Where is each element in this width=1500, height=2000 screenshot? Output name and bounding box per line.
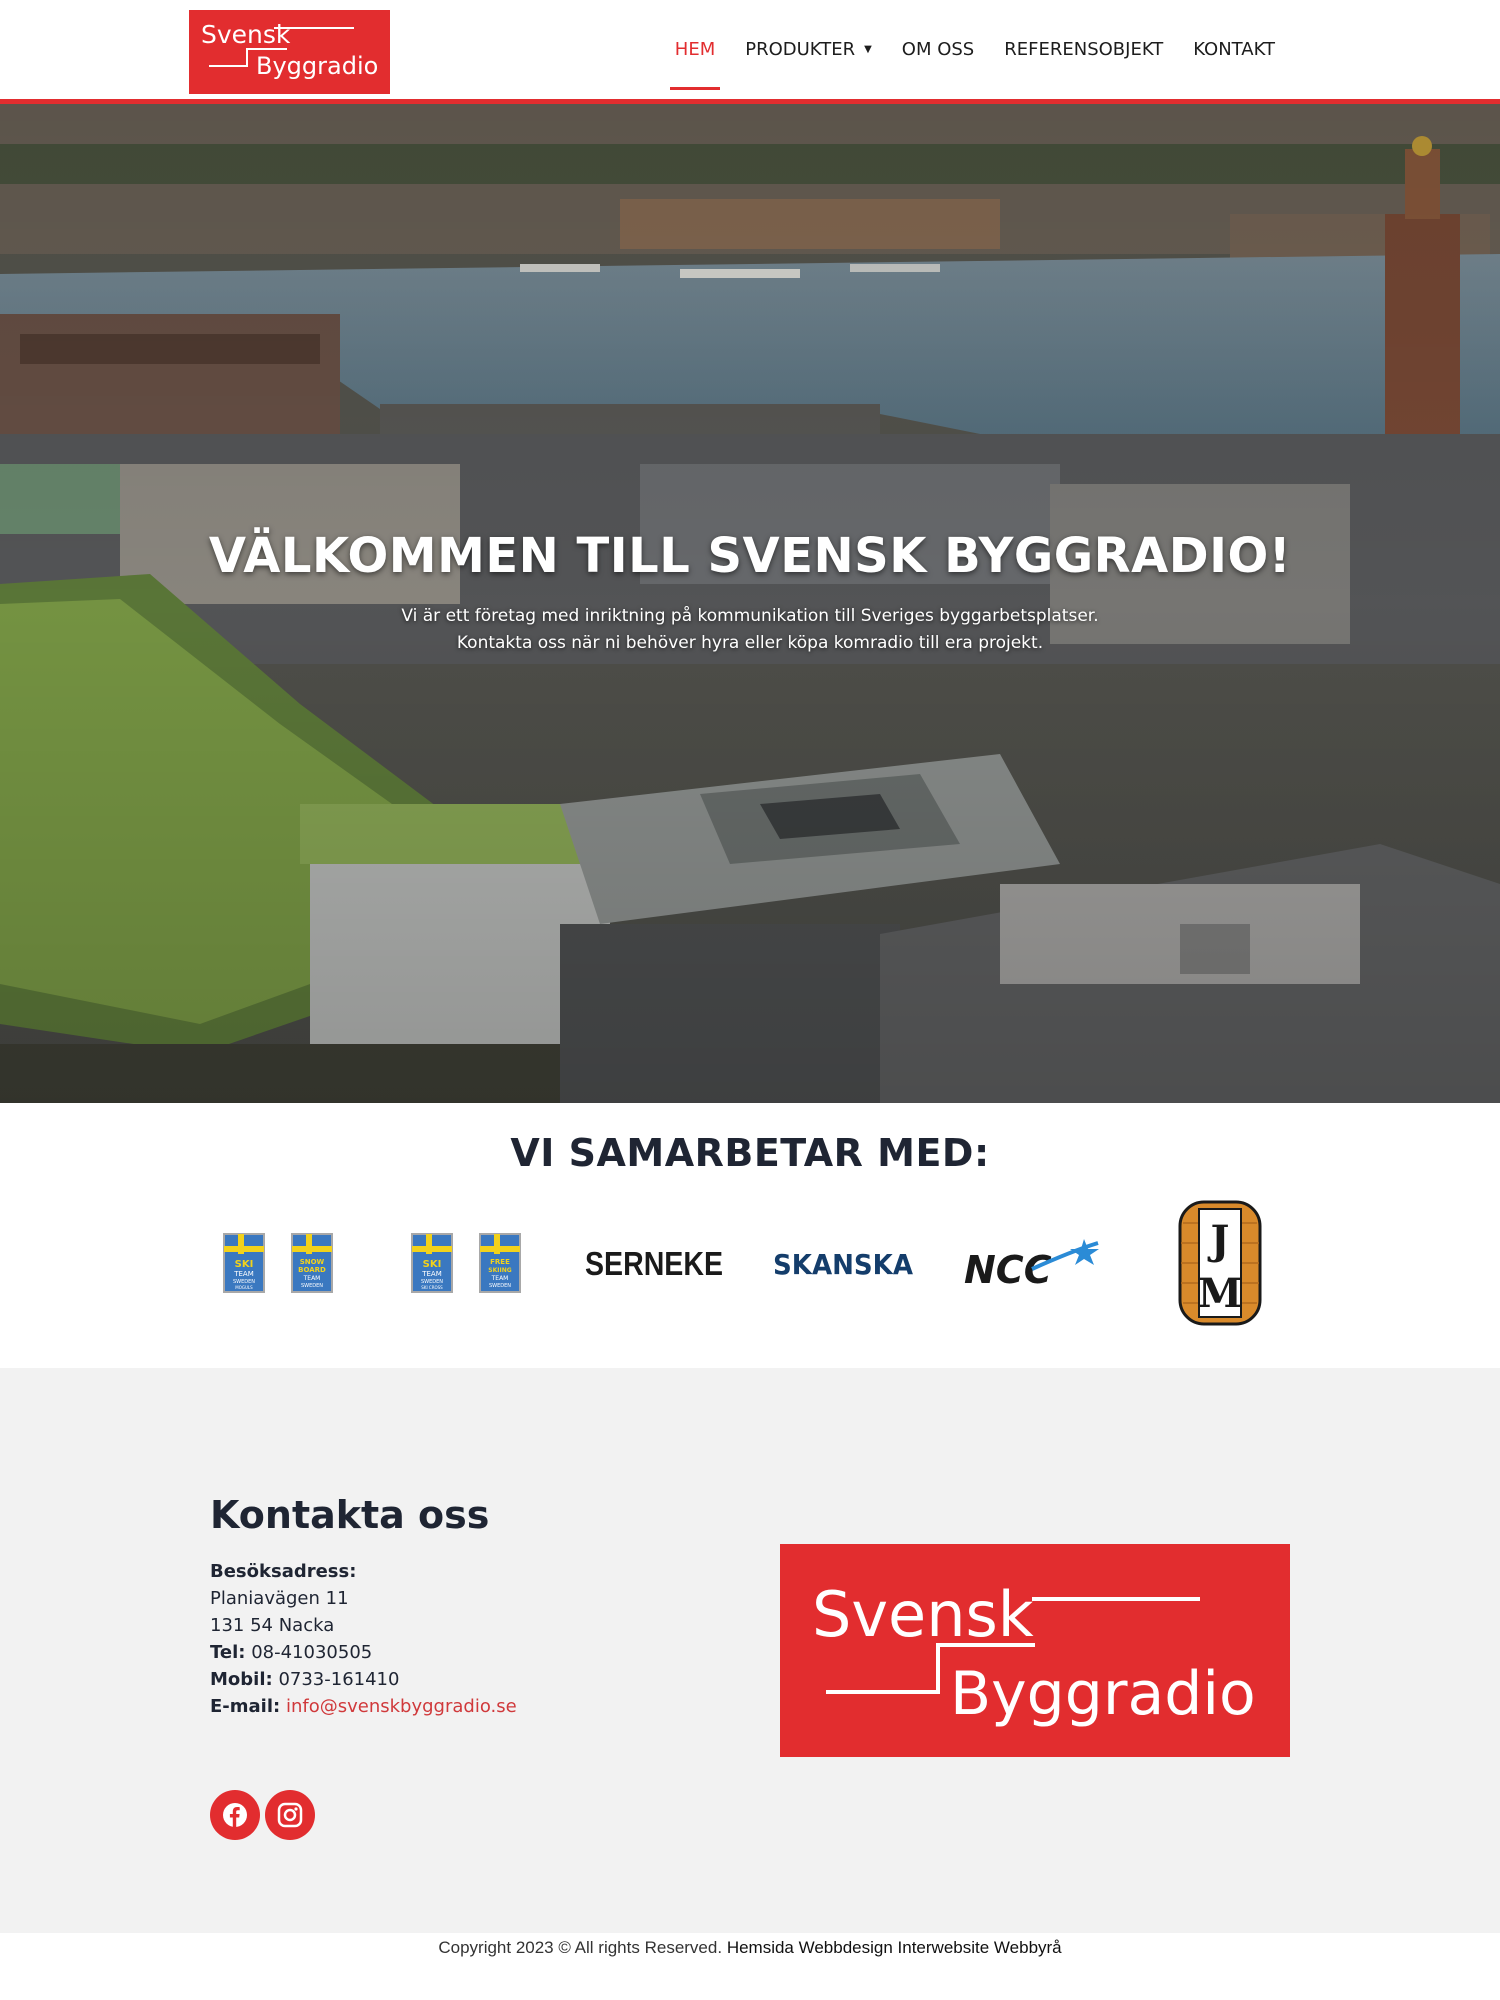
ski-badge-word2: TEAM (234, 1270, 254, 1278)
ncc-logo (962, 1233, 1102, 1293)
nav-kontakt-label: KONTAKT (1193, 39, 1275, 60)
ncc-wordmark: NCC (964, 1248, 1052, 1292)
logo-large-text-line1: Svensk (812, 1578, 1034, 1651)
nav-om-oss[interactable] (887, 0, 989, 99)
partner-logo-serneke (585, 1193, 725, 1333)
partner-logo-skanska (773, 1193, 913, 1333)
serneke-wordmark: SERNEKE (585, 1245, 723, 1282)
ski-cross-badge-word4: SKI CROSS (421, 1285, 443, 1290)
site-footer (0, 1933, 1500, 2000)
partners-title: VI SAMARBETAR MED: (510, 1131, 990, 1175)
logo-text-line2: Byggradio (256, 52, 379, 80)
footer-credit-link[interactable]: Hemsida Webbdesign Interwebsite Webbyrå (726, 1938, 1062, 1957)
snowboard-badge-word3: TEAM (303, 1275, 321, 1282)
address-street: Planiavägen 11 (210, 1588, 349, 1609)
ski-cross-badge-word3: SWEDEN (420, 1279, 444, 1285)
ski-cross-team-badge (412, 1234, 452, 1292)
logo-text-line1: Svensk (201, 20, 291, 49)
freeskiing-team-badges (410, 1232, 528, 1294)
site-logo[interactable] (189, 10, 390, 94)
hero-section (0, 104, 1500, 1103)
snowboard-badge-word4: SWEDEN (300, 1283, 324, 1289)
logo-graphic-large (780, 1544, 1290, 1757)
nav-referensobjekt-label: REFERENSOBJEKT (1004, 39, 1164, 60)
hero-title: VÄLKOMMEN TILL SVENSK BYGGRADIO! (208, 528, 1292, 584)
snowboard-badge-word2: BOARD (298, 1266, 326, 1274)
freeskiing-badge-word4: SWEDEN (488, 1283, 512, 1289)
ski-team-badge (224, 1234, 264, 1292)
instagram-button[interactable] (265, 1790, 315, 1840)
contact-details (210, 1558, 517, 1720)
ski-team-badges (222, 1232, 340, 1294)
nav-produkter-label: PRODUKTER (745, 39, 856, 60)
caret-down-icon: ▼ (864, 44, 872, 55)
nav-hem[interactable] (660, 0, 730, 99)
hero-city-image (0, 104, 1500, 1103)
site-header (0, 0, 1500, 104)
hero-subtitle-line2: Kontakta oss när ni behöver hyra eller köpa komradio till era projekt. (456, 633, 1044, 653)
facebook-button[interactable] (210, 1790, 260, 1840)
jm-logo (1177, 1199, 1263, 1327)
jm-letter-j: J (1210, 1217, 1230, 1264)
ski-badge-word3: SWEDEN (232, 1279, 256, 1285)
nav-kontakt[interactable] (1178, 0, 1290, 99)
tel-label: Tel: (210, 1642, 246, 1663)
ski-cross-badge-word1: SKI (422, 1259, 442, 1270)
partners-section (0, 1103, 1500, 1368)
email-link[interactable]: info@svenskbyggradio.se (285, 1696, 517, 1717)
ski-badge-word1: SKI (234, 1259, 254, 1270)
contact-logo (780, 1544, 1290, 1757)
nav-hem-label: HEM (674, 39, 716, 60)
partner-logo-ncc (962, 1193, 1102, 1333)
freeskiing-badge-word3: TEAM (491, 1275, 509, 1282)
mobile-value[interactable]: 0733-161410 (278, 1669, 400, 1690)
facebook-icon (222, 1802, 248, 1828)
jm-letter-m: M (1197, 1270, 1243, 1317)
instagram-icon (277, 1802, 303, 1828)
copyright-text: Copyright 2023 © All rights Reserved. (438, 1938, 723, 1957)
hero-subtitle-line1: Vi är ett företag med inriktning på kommunikation till Sveriges byggarbetsplatser. (401, 606, 1099, 626)
tel-value[interactable]: 08-41030505 (251, 1642, 373, 1663)
logo-large-text-line2: Byggradio (950, 1659, 1256, 1729)
nav-referensobjekt[interactable] (989, 0, 1178, 99)
nav-produkter[interactable] (730, 0, 887, 99)
freeskiing-team-badge (480, 1234, 520, 1292)
snowboard-badge-word1: SNOW (299, 1258, 325, 1266)
mobile-label: Mobil: (210, 1669, 273, 1690)
main-nav (660, 0, 1290, 99)
ski-badge-word4: MOGULS (235, 1285, 253, 1290)
contact-title: Kontakta oss (210, 1493, 490, 1537)
ski-cross-badge-word2: TEAM (422, 1270, 442, 1278)
nav-om-oss-label: OM OSS (901, 39, 975, 60)
partner-logo-jm (1177, 1193, 1263, 1333)
partner-logo-freeskiing-team (410, 1193, 528, 1333)
serneke-logo (585, 1243, 725, 1283)
skanska-wordmark: SKANSKA (773, 1248, 914, 1281)
skanska-logo (773, 1243, 913, 1283)
visit-address-label: Besöksadress: (210, 1561, 357, 1582)
freeskiing-badge-word2: SKIING (488, 1267, 512, 1274)
email-label: E-mail: (210, 1696, 281, 1717)
contact-section (0, 1368, 1500, 1933)
snowboard-team-badge (292, 1234, 332, 1292)
partner-logo-ski-snowboard-team (222, 1193, 340, 1333)
address-city: 131 54 Nacka (210, 1615, 335, 1636)
freeskiing-badge-word1: FREE (490, 1258, 510, 1266)
logo-graphic (189, 10, 390, 94)
